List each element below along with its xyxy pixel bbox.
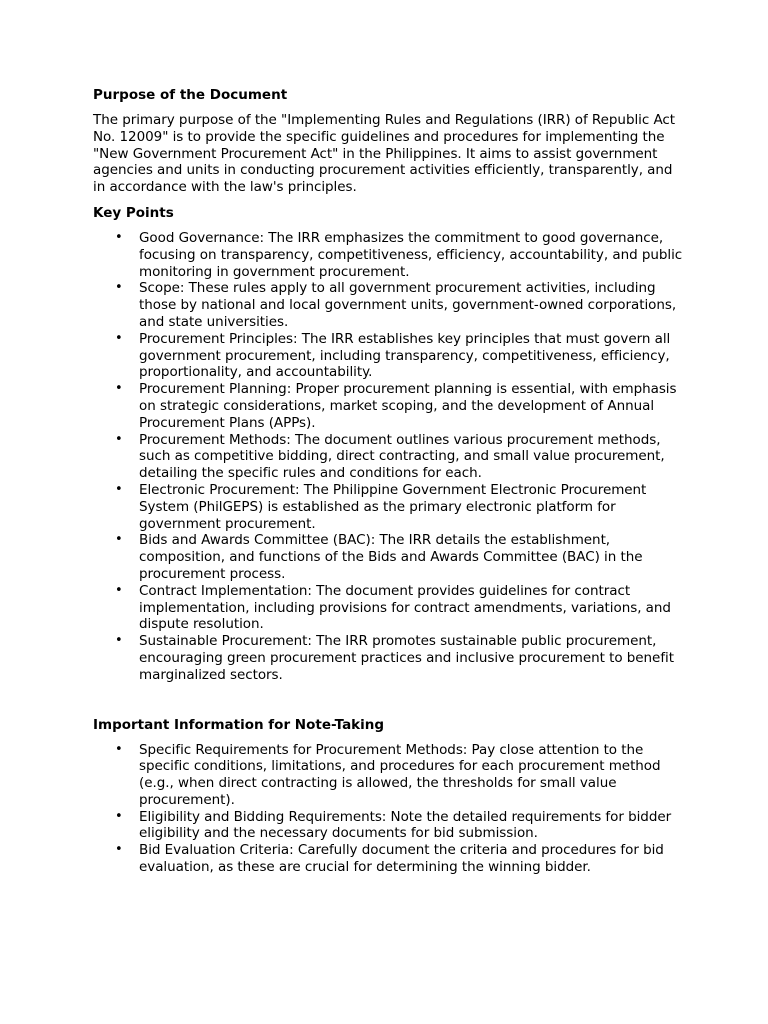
bullet-icon: • [115, 741, 123, 757]
list-item-text: Procurement Principles: The IRR establishes key principles that must govern all government procurement, including transparency, competitiveness, efficiency, proportionality, and accountability. [139, 330, 671, 381]
note-taking-heading: Important Information for Note-Taking [93, 716, 385, 733]
list-item-text: Bids and Awards Committee (BAC): The IRR details the establishment, composition, and functions of the Bids and Awards Committee (BAC) in the procurement process. [139, 532, 643, 582]
bullet-icon: • [115, 633, 123, 649]
list-item [93, 742, 683, 809]
list-item-text: Sustainable Procurement: The IRR promotes sustainable public procurement, encouraging green procurement practices and inclusive procurement to benefit marginalized sectors. [139, 633, 674, 683]
key-points-heading: Key Points [93, 204, 174, 221]
list-item-text: Scope: These rules apply to all government procurement activities, including those by national and local government units, government-owned corporations, and state universities. [139, 280, 677, 330]
list-item-text: Good Governance: The IRR emphasizes the commitment to good governance, focusing on transparency, competitiveness, efficiency, accountability, and public monitoring in government procurement. [139, 229, 683, 280]
purpose-paragraph: The primary purpose of the "Implementing Rules and Regulations (IRR) of Republic Act No. 12009" is to provide the specific guidelines and procedures for implementing the "New Government Procurement Act" in the Philippines. It aims to assist government agencies and units in conducting procurement activities efficiently, transparently, and in accordance with the law's principles. [93, 112, 676, 196]
list-item [93, 583, 683, 633]
list-item [93, 280, 683, 330]
bullet-icon: • [115, 842, 123, 858]
list-item [93, 842, 683, 876]
purpose-heading: Purpose of the Document [93, 87, 288, 103]
bullet-icon: • [115, 582, 123, 598]
list-item [93, 482, 683, 532]
list-item-text: Procurement Methods: The document outlines various procurement methods, such as competitive bidding, direct contracting, and small value procurement, detailing the specific rules and conditions for each. [139, 431, 665, 482]
list-item-text: Electronic Procurement: The Philippine Government Electronic Procurement System (PhilGEPS) is established as the primary electronic platform for government procurement. [139, 481, 647, 532]
list-item-text: Procurement Planning: Proper procurement planning is essential, with emphasis on strategic considerations, market scoping, and the development of Annual Procurement Plans (APPs). [139, 381, 677, 431]
list-item [93, 331, 683, 381]
list-item [93, 230, 683, 280]
list-item [93, 381, 683, 431]
document-page [93, 86, 683, 876]
note-taking-list [93, 742, 683, 876]
bullet-icon: • [115, 381, 123, 397]
key-points-list [93, 230, 683, 684]
list-item [93, 432, 683, 482]
list-item [93, 532, 683, 582]
list-item-text: Eligibility and Bidding Requirements: Note the detailed requirements for bidder eligibility and the necessary documents for bid submission. [139, 808, 672, 842]
list-item-text: Contract Implementation: The document provides guidelines for contract implementation, including provisions for contract amendments, variations, and dispute resolution. [139, 582, 671, 633]
bullet-icon: • [115, 229, 123, 245]
list-item [93, 633, 683, 683]
bullet-icon: • [115, 330, 123, 346]
bullet-icon: • [115, 431, 123, 447]
bullet-icon: • [115, 280, 123, 296]
bullet-icon: • [115, 808, 123, 824]
bullet-icon: • [115, 532, 123, 548]
list-item-text: Specific Requirements for Procurement Methods: Pay close attention to the specific conditions, limitations, and procedures for each procurement method (e.g., when direct contracting is allowed, the thresholds for small value procurement). [139, 741, 661, 808]
bullet-icon: • [115, 481, 123, 497]
list-item [93, 809, 683, 843]
list-item-text: Bid Evaluation Criteria: Carefully document the criteria and procedures for bid evaluation, as these are crucial for determining the winning bidder. [139, 842, 664, 876]
